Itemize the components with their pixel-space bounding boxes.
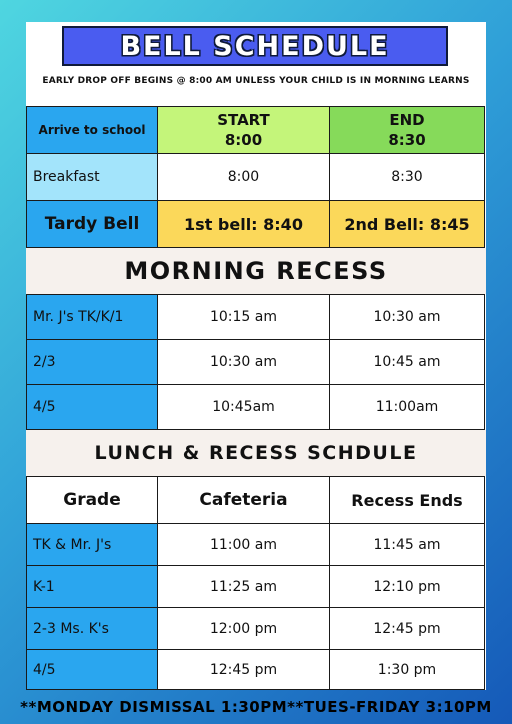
lunch-grade: TK & Mr. J's	[26, 523, 158, 566]
lunch-grade: K-1	[26, 565, 158, 608]
morning-end: 11:00am	[329, 384, 485, 430]
tardy-row	[26, 200, 486, 248]
morning-group: Mr. J's TK/K/1	[26, 294, 158, 340]
tardy-label: Tardy Bell	[26, 200, 158, 248]
lunch-recess-ends: 1:30 pm	[329, 649, 485, 690]
lunch-cafeteria: 12:00 pm	[157, 607, 330, 650]
lunch-recess-ends: 12:10 pm	[329, 565, 485, 608]
breakfast-end: 8:30	[329, 153, 485, 201]
lunch-recess-ends: 12:45 pm	[329, 607, 485, 650]
lunch-grade: 4/5	[26, 649, 158, 690]
table-row	[26, 565, 486, 608]
arrival-row	[26, 106, 486, 154]
tardy-second-bell: 2nd Bell: 8:45	[329, 200, 485, 248]
lunch-recess-ends: 11:45 am	[329, 523, 485, 566]
morning-group: 4/5	[26, 384, 158, 430]
start-label: START	[217, 111, 270, 129]
table-row	[26, 384, 486, 430]
page-title: BELL SCHEDULE	[62, 26, 448, 66]
lunch-recess-title: LUNCH & RECESS SCHDULE	[26, 430, 486, 476]
breakfast-row	[26, 153, 486, 201]
morning-recess-title: MORNING RECESS	[26, 248, 486, 294]
morning-start: 10:30 am	[157, 339, 330, 385]
tardy-first-bell: 1st bell: 8:40	[157, 200, 330, 248]
lunch-cafeteria: 12:45 pm	[157, 649, 330, 690]
table-row	[26, 607, 486, 650]
dismissal-footer: **MONDAY DISMISSAL 1:30PM**TUES-FRIDAY 3:10PM	[20, 698, 492, 716]
lunch-grade: 2-3 Ms. K's	[26, 607, 158, 650]
lunch-cafeteria: 11:25 am	[157, 565, 330, 608]
morning-end: 10:45 am	[329, 339, 485, 385]
arrival-label: Arrive to school	[26, 106, 158, 154]
cafeteria-header: Cafeteria	[157, 476, 330, 524]
early-dropoff-note: EARLY DROP OFF BEGINS @ 8:00 AM UNLESS YOUR CHILD IS IN MORNING LEARNS	[42, 76, 470, 86]
table-row	[26, 339, 486, 385]
grade-header: Grade	[26, 476, 158, 524]
breakfast-start: 8:00	[157, 153, 330, 201]
start-time: 8:00	[224, 131, 263, 149]
morning-group: 2/3	[26, 339, 158, 385]
table-row	[26, 294, 486, 340]
morning-end: 10:30 am	[329, 294, 485, 340]
breakfast-label: Breakfast	[26, 153, 158, 201]
lunch-cafeteria: 11:00 am	[157, 523, 330, 566]
morning-start: 10:45am	[157, 384, 330, 430]
end-header	[329, 106, 485, 154]
recess-ends-header: Recess Ends	[329, 476, 485, 524]
schedule-card	[26, 22, 486, 690]
table-row	[26, 523, 486, 566]
end-label: END	[389, 111, 425, 129]
start-header	[157, 106, 330, 154]
lunch-header-row	[26, 476, 486, 524]
morning-start: 10:15 am	[157, 294, 330, 340]
end-time: 8:30	[388, 131, 426, 149]
table-row	[26, 649, 486, 690]
